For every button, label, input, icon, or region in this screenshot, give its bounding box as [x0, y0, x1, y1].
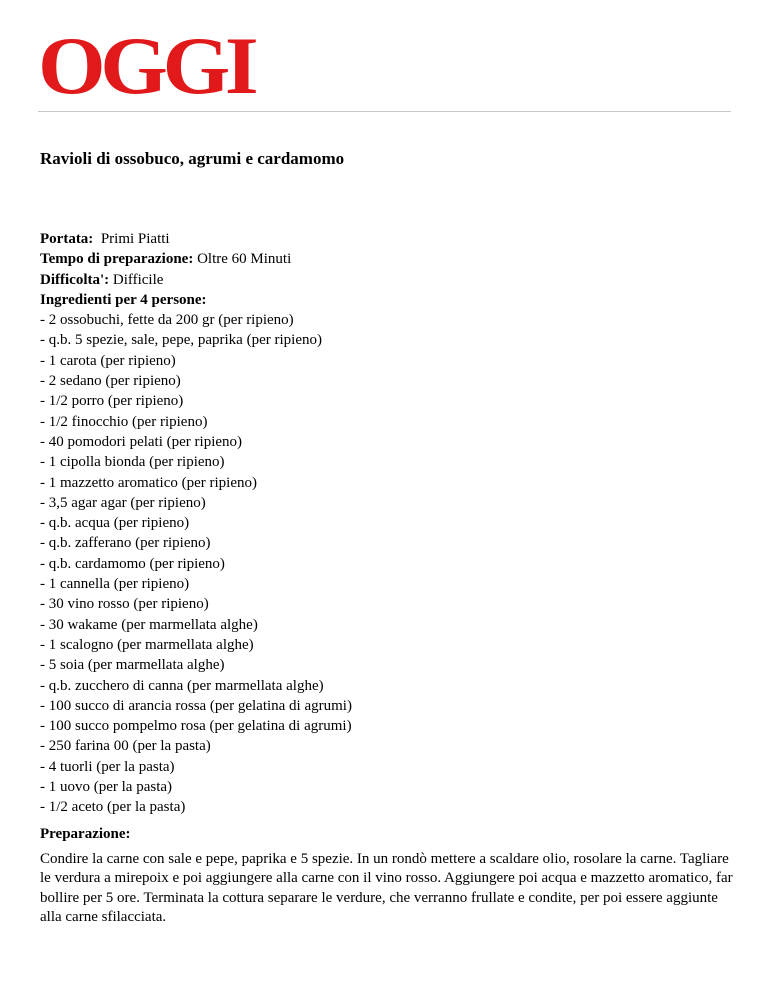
- ingredient-item: - 2 ossobuchi, fette da 200 gr (per ripieno): [40, 312, 294, 329]
- ingredient-item: - 1/2 finocchio (per ripieno): [40, 413, 208, 430]
- ingredient-item: - 1 cipolla bionda (per ripieno): [40, 454, 225, 471]
- ingredient-item: - q.b. cardamomo (per ripieno): [40, 555, 225, 572]
- preparation-heading: Preparazione:: [40, 826, 131, 842]
- ingredient-item: - 250 farina 00 (per la pasta): [40, 738, 211, 755]
- ingredient-item: - 1/2 porro (per ripieno): [40, 393, 184, 410]
- time-label: Tempo di preparazione:: [40, 251, 194, 268]
- ingredient-item: - 1 carota (per ripieno): [40, 352, 176, 369]
- oggi-logo: OGGI: [38, 20, 254, 111]
- ingredient-item: - 4 tuorli (per la pasta): [40, 758, 175, 775]
- difficulty-row: [40, 270, 740, 290]
- ingredient-item: - 100 succo di arancia rossa (per gelatina di agrumi): [40, 697, 352, 714]
- ingredient-item: - 2 sedano (per ripieno): [40, 373, 181, 390]
- ingredient-item: - 1/2 aceto (per la pasta): [40, 799, 186, 816]
- time-value: Oltre 60 Minuti: [197, 251, 292, 268]
- recipe-details: [40, 229, 740, 818]
- ingredient-item: - 100 succo pompelmo rosa (per gelatina di agrumi): [40, 718, 352, 735]
- ingredient-item: - 5 soia (per marmellata alghe): [40, 657, 225, 674]
- ingredients-list: [40, 310, 740, 817]
- time-row: [40, 249, 740, 269]
- ingredient-item: - 1 cannella (per ripieno): [40, 576, 190, 593]
- ingredients-label: Ingredienti per 4 persone:: [40, 291, 207, 308]
- ingredient-item: - 30 wakame (per marmellata alghe): [40, 616, 258, 633]
- ingredient-item: - q.b. zafferano (per ripieno): [40, 535, 211, 552]
- ingredient-item: - 1 mazzetto aromatico (per ripieno): [40, 474, 257, 491]
- difficulty-label: Difficolta':: [40, 271, 110, 288]
- ingredient-item: - q.b. zucchero di canna (per marmellata alghe): [40, 677, 324, 694]
- ingredients-heading: [40, 290, 740, 310]
- course-label: Portata:: [40, 231, 94, 247]
- ingredient-item: - q.b. 5 spezie, sale, pepe, paprika (per ripieno): [40, 332, 322, 349]
- ingredient-item: - 30 vino rosso (per ripieno): [40, 596, 209, 613]
- recipe-title: Ravioli di ossobuco, agrumi e cardamomo: [40, 149, 345, 168]
- course-value: Primi Piatti: [100, 231, 170, 247]
- difficulty-value: Difficile: [112, 271, 164, 288]
- course-row: [40, 229, 740, 249]
- ingredient-item: - 40 pomodori pelati (per ripieno): [40, 433, 243, 450]
- ingredient-item: - q.b. acqua (per ripieno): [40, 515, 190, 532]
- preparation-text: Condire la carne con sale e pepe, paprika e 5 spezie. In un rondò mettere a scaldare olio, rosolare la carne. Tagliare le verdura a mirepoix e poi aggiungere alla carne con il vino rosso. Aggiungere poi acqua e mazzetto aromatico, far bollire per 5 ore. Terminata la cottura separare le verdure, che verranno frullate e condite, per poi essere aggiunte alla carne sfilacciata.: [40, 851, 733, 925]
- ingredient-item: - 1 scalogno (per marmellata alghe): [40, 636, 254, 653]
- header-divider: [38, 111, 731, 112]
- ingredient-item: - 3,5 agar agar (per ripieno): [40, 494, 206, 511]
- ingredient-item: - 1 uovo (per la pasta): [40, 779, 173, 796]
